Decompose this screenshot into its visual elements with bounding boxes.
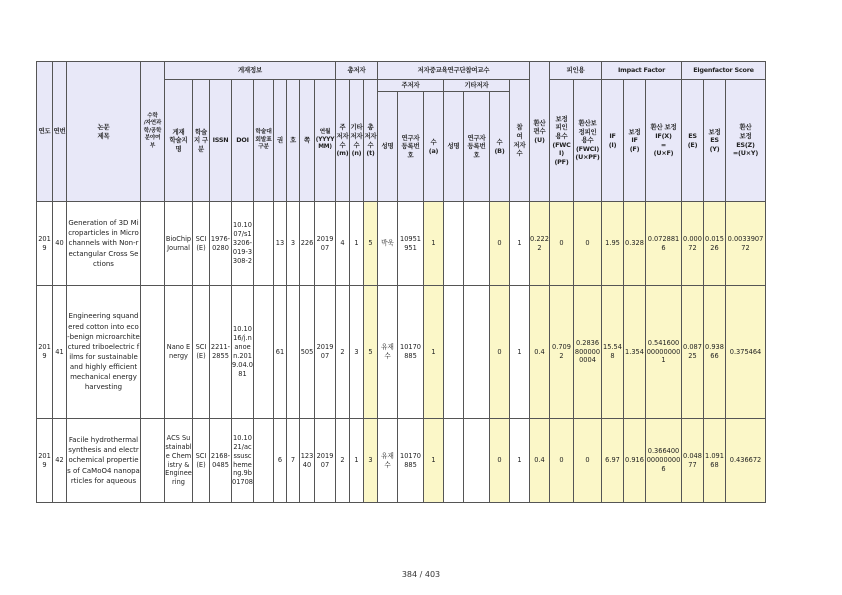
cell-main-reg: 10170885 — [398, 419, 424, 503]
cell-z: 0.003390772 — [726, 202, 766, 286]
cell-t: 5 — [364, 286, 378, 419]
cell-conf-type — [254, 202, 274, 286]
cell-other-reg — [464, 202, 490, 286]
cell-y: 0.01526 — [704, 202, 726, 286]
cell-b: 0 — [490, 202, 510, 286]
cell-journal: ACS Sustainable Chemistry & Engineering — [165, 419, 193, 503]
cell-journal: Nano Energy — [165, 286, 193, 419]
col-header-journal-type: 학술 지 구 분 — [193, 80, 210, 202]
cell-issue: 3 — [287, 202, 300, 286]
col-header-journal: 게재 학술지 명 — [165, 80, 193, 202]
cell-x: 0.0728816 — [646, 202, 682, 286]
group-header-publication: 게재정보 — [165, 62, 336, 80]
cell-issue: 7 — [287, 419, 300, 503]
cell-f: 1.354 — [624, 286, 646, 419]
cell-issn: 2211-2855 — [210, 286, 232, 419]
cell-seq: 41 — [53, 286, 67, 419]
cell-m: 4 — [336, 202, 350, 286]
page-number: 384 / 403 — [401, 570, 441, 579]
cell-issn: 2168-0485 — [210, 419, 232, 503]
cell-volume: 6 — [274, 419, 287, 503]
cell-t: 3 — [364, 419, 378, 503]
cell-x: 0.366400000000006 — [646, 419, 682, 503]
cell-title: Generation of 3D Microparticles in Microchannels with Non-rectangular Cross Sections — [67, 202, 141, 286]
cell-main-reg: 10951951 — [398, 202, 424, 286]
cell-journal: BioChip Journal — [165, 202, 193, 286]
cell-m: 2 — [336, 419, 350, 503]
cell-seq: 40 — [53, 202, 67, 286]
table-row — [37, 419, 766, 503]
cell-subject — [141, 419, 165, 503]
col-header-main-reg: 연구자 등록번 호 — [398, 92, 424, 202]
cell-seq: 42 — [53, 419, 67, 503]
col-header-other-reg: 연구자 등록번 호 — [464, 92, 490, 202]
col-header-issue: 호 — [287, 80, 300, 202]
cell-e: 0.04877 — [682, 419, 704, 503]
cell-if: 1.95 — [602, 202, 624, 286]
cell-upf: 0.28368000000004 — [574, 286, 602, 419]
col-header-main-num: 수 (a) — [424, 92, 444, 202]
cell-participating: 1 — [510, 419, 530, 503]
cell-if: 15.548 — [602, 286, 624, 419]
cell-pf: 0 — [550, 202, 574, 286]
cell-n: 1 — [350, 202, 364, 286]
cell-year: 2019 — [37, 202, 53, 286]
cell-z: 0.375464 — [726, 286, 766, 419]
col-header-main-name: 성명 — [378, 92, 398, 202]
col-header-es: ES (E) — [682, 80, 704, 202]
cell-pub-date: 201907 — [315, 202, 336, 286]
cell-other-name — [444, 419, 464, 503]
cell-other-name — [444, 202, 464, 286]
cell-volume: 13 — [274, 202, 287, 286]
cell-main-name: 박욱 — [378, 202, 398, 286]
cell-doi: 10.1016/j.nanoen.2019.04.081 — [232, 286, 254, 419]
cell-page: 12340 — [300, 419, 315, 503]
cell-journal-type: SCI(E) — [193, 202, 210, 286]
cell-upf: 0 — [574, 202, 602, 286]
cell-issue — [287, 286, 300, 419]
col-header-fwci: 보정 피인 용수 (FWC I) (PF) — [550, 80, 574, 202]
col-header-if: IF (I) — [602, 80, 624, 202]
col-header-seq: 연번 — [53, 62, 67, 202]
cell-n: 1 — [350, 419, 364, 503]
group-header-participation: 저자중교육연구단참여교수 — [378, 62, 530, 80]
col-header-doi: DOI — [232, 80, 254, 202]
cell-a: 1 — [424, 202, 444, 286]
col-header-pub-date: 연월 (YYYY MM) — [315, 80, 336, 202]
cell-issn: 1976-0280 — [210, 202, 232, 286]
cell-n: 3 — [350, 286, 364, 419]
cell-b: 0 — [490, 286, 510, 419]
cell-u: 0.2222 — [530, 202, 550, 286]
table-body — [37, 202, 766, 503]
cell-a: 1 — [424, 419, 444, 503]
cell-year: 2019 — [37, 419, 53, 503]
cell-if: 6.97 — [602, 419, 624, 503]
cell-conf-type — [254, 286, 274, 419]
cell-conf-type — [254, 419, 274, 503]
cell-journal-type: SCI(E) — [193, 419, 210, 503]
cell-main-reg: 10170885 — [398, 286, 424, 419]
cell-t: 5 — [364, 202, 378, 286]
cell-b: 0 — [490, 419, 510, 503]
group-header-citation: 피인용 — [550, 62, 602, 80]
cell-y: 1.09168 — [704, 419, 726, 503]
col-header-other-author-count: 기타 저자 수 (n) — [350, 80, 364, 202]
cell-u: 0.4 — [530, 419, 550, 503]
cell-pub-date: 201907 — [315, 286, 336, 419]
cell-z: 0.436672 — [726, 419, 766, 503]
cell-u: 0.4 — [530, 286, 550, 419]
group-header-impact-factor: Impact Factor — [602, 62, 682, 80]
col-header-other-name: 성명 — [444, 92, 464, 202]
cell-participating: 1 — [510, 202, 530, 286]
cell-doi: 10.1021/acssuschemeng.9b01708 — [232, 419, 254, 503]
col-header-participating-count: 참 여 저자 수 — [510, 80, 530, 202]
col-header-title: 논문 제목 — [67, 62, 141, 202]
col-header-fwci-converted: 환산보 정피인 용수 (FWCI) (U×PF) — [574, 80, 602, 202]
group-header-main-author: 주저자 — [378, 80, 444, 92]
table-row — [37, 286, 766, 419]
cell-other-reg — [464, 419, 490, 503]
cell-pub-date: 201907 — [315, 419, 336, 503]
group-header-other-author: 기타저자 — [444, 80, 510, 92]
cell-f: 0.916 — [624, 419, 646, 503]
cell-f: 0.328 — [624, 202, 646, 286]
col-header-es-corrected: 보정 ES (Y) — [704, 80, 726, 202]
col-header-if-corrected: 보정 IF (F) — [624, 80, 646, 202]
col-header-conf-type: 학술대 회발표 구분 — [254, 80, 274, 202]
cell-main-name: 유재수 — [378, 286, 398, 419]
cell-m: 2 — [336, 286, 350, 419]
col-header-converted: 환산 편수 (U) — [530, 62, 550, 202]
research-output-table — [36, 61, 766, 503]
col-header-page: 쪽 — [300, 80, 315, 202]
cell-pf: 0.7092 — [550, 286, 574, 419]
cell-main-name: 유재수 — [378, 419, 398, 503]
col-header-year: 연도 — [37, 62, 53, 202]
cell-doi: 10.1007/s13206-019-3308-2 — [232, 202, 254, 286]
col-header-subject: 수학 /자연과 학/공학 분야여 부 — [141, 62, 165, 202]
group-header-eigenfactor: Eigenfactor Score — [682, 62, 766, 80]
col-header-total-author-count: 총 저자 수 (t) — [364, 80, 378, 202]
col-header-if-converted: 환산 보정 IF(X) = (U×F) — [646, 80, 682, 202]
cell-upf: 0 — [574, 419, 602, 503]
cell-page: 226 — [300, 202, 315, 286]
cell-x: 0.541600000000001 — [646, 286, 682, 419]
cell-subject — [141, 202, 165, 286]
cell-title: Engineering squandered cotton into eco-benign microarchitectured triboelectric films for sustainable and highly efficient mechanical energy harvesting — [67, 286, 141, 419]
cell-a: 1 — [424, 286, 444, 419]
col-header-volume: 권 — [274, 80, 287, 202]
cell-title: Facile hydrothermal synthesis and electrochemical properties of CaMoO4 nanoparticles for aqueous — [67, 419, 141, 503]
col-header-other-num: 수 (B) — [490, 92, 510, 202]
cell-participating: 1 — [510, 286, 530, 419]
cell-other-reg — [464, 286, 490, 419]
col-header-es-converted: 환산 보정 ES(Z) =(U×Y) — [726, 80, 766, 202]
cell-journal-type: SCI(E) — [193, 286, 210, 419]
cell-volume: 61 — [274, 286, 287, 419]
col-header-issn: ISSN — [210, 80, 232, 202]
group-header-authors: 총저자 — [336, 62, 378, 80]
cell-e: 0.08725 — [682, 286, 704, 419]
cell-pf: 0 — [550, 419, 574, 503]
col-header-main-author-count: 주 저자 수 (m) — [336, 80, 350, 202]
cell-e: 0.00072 — [682, 202, 704, 286]
cell-subject — [141, 286, 165, 419]
table-row — [37, 202, 766, 286]
cell-page: 505 — [300, 286, 315, 419]
cell-year: 2019 — [37, 286, 53, 419]
cell-y: 0.93866 — [704, 286, 726, 419]
cell-other-name — [444, 286, 464, 419]
